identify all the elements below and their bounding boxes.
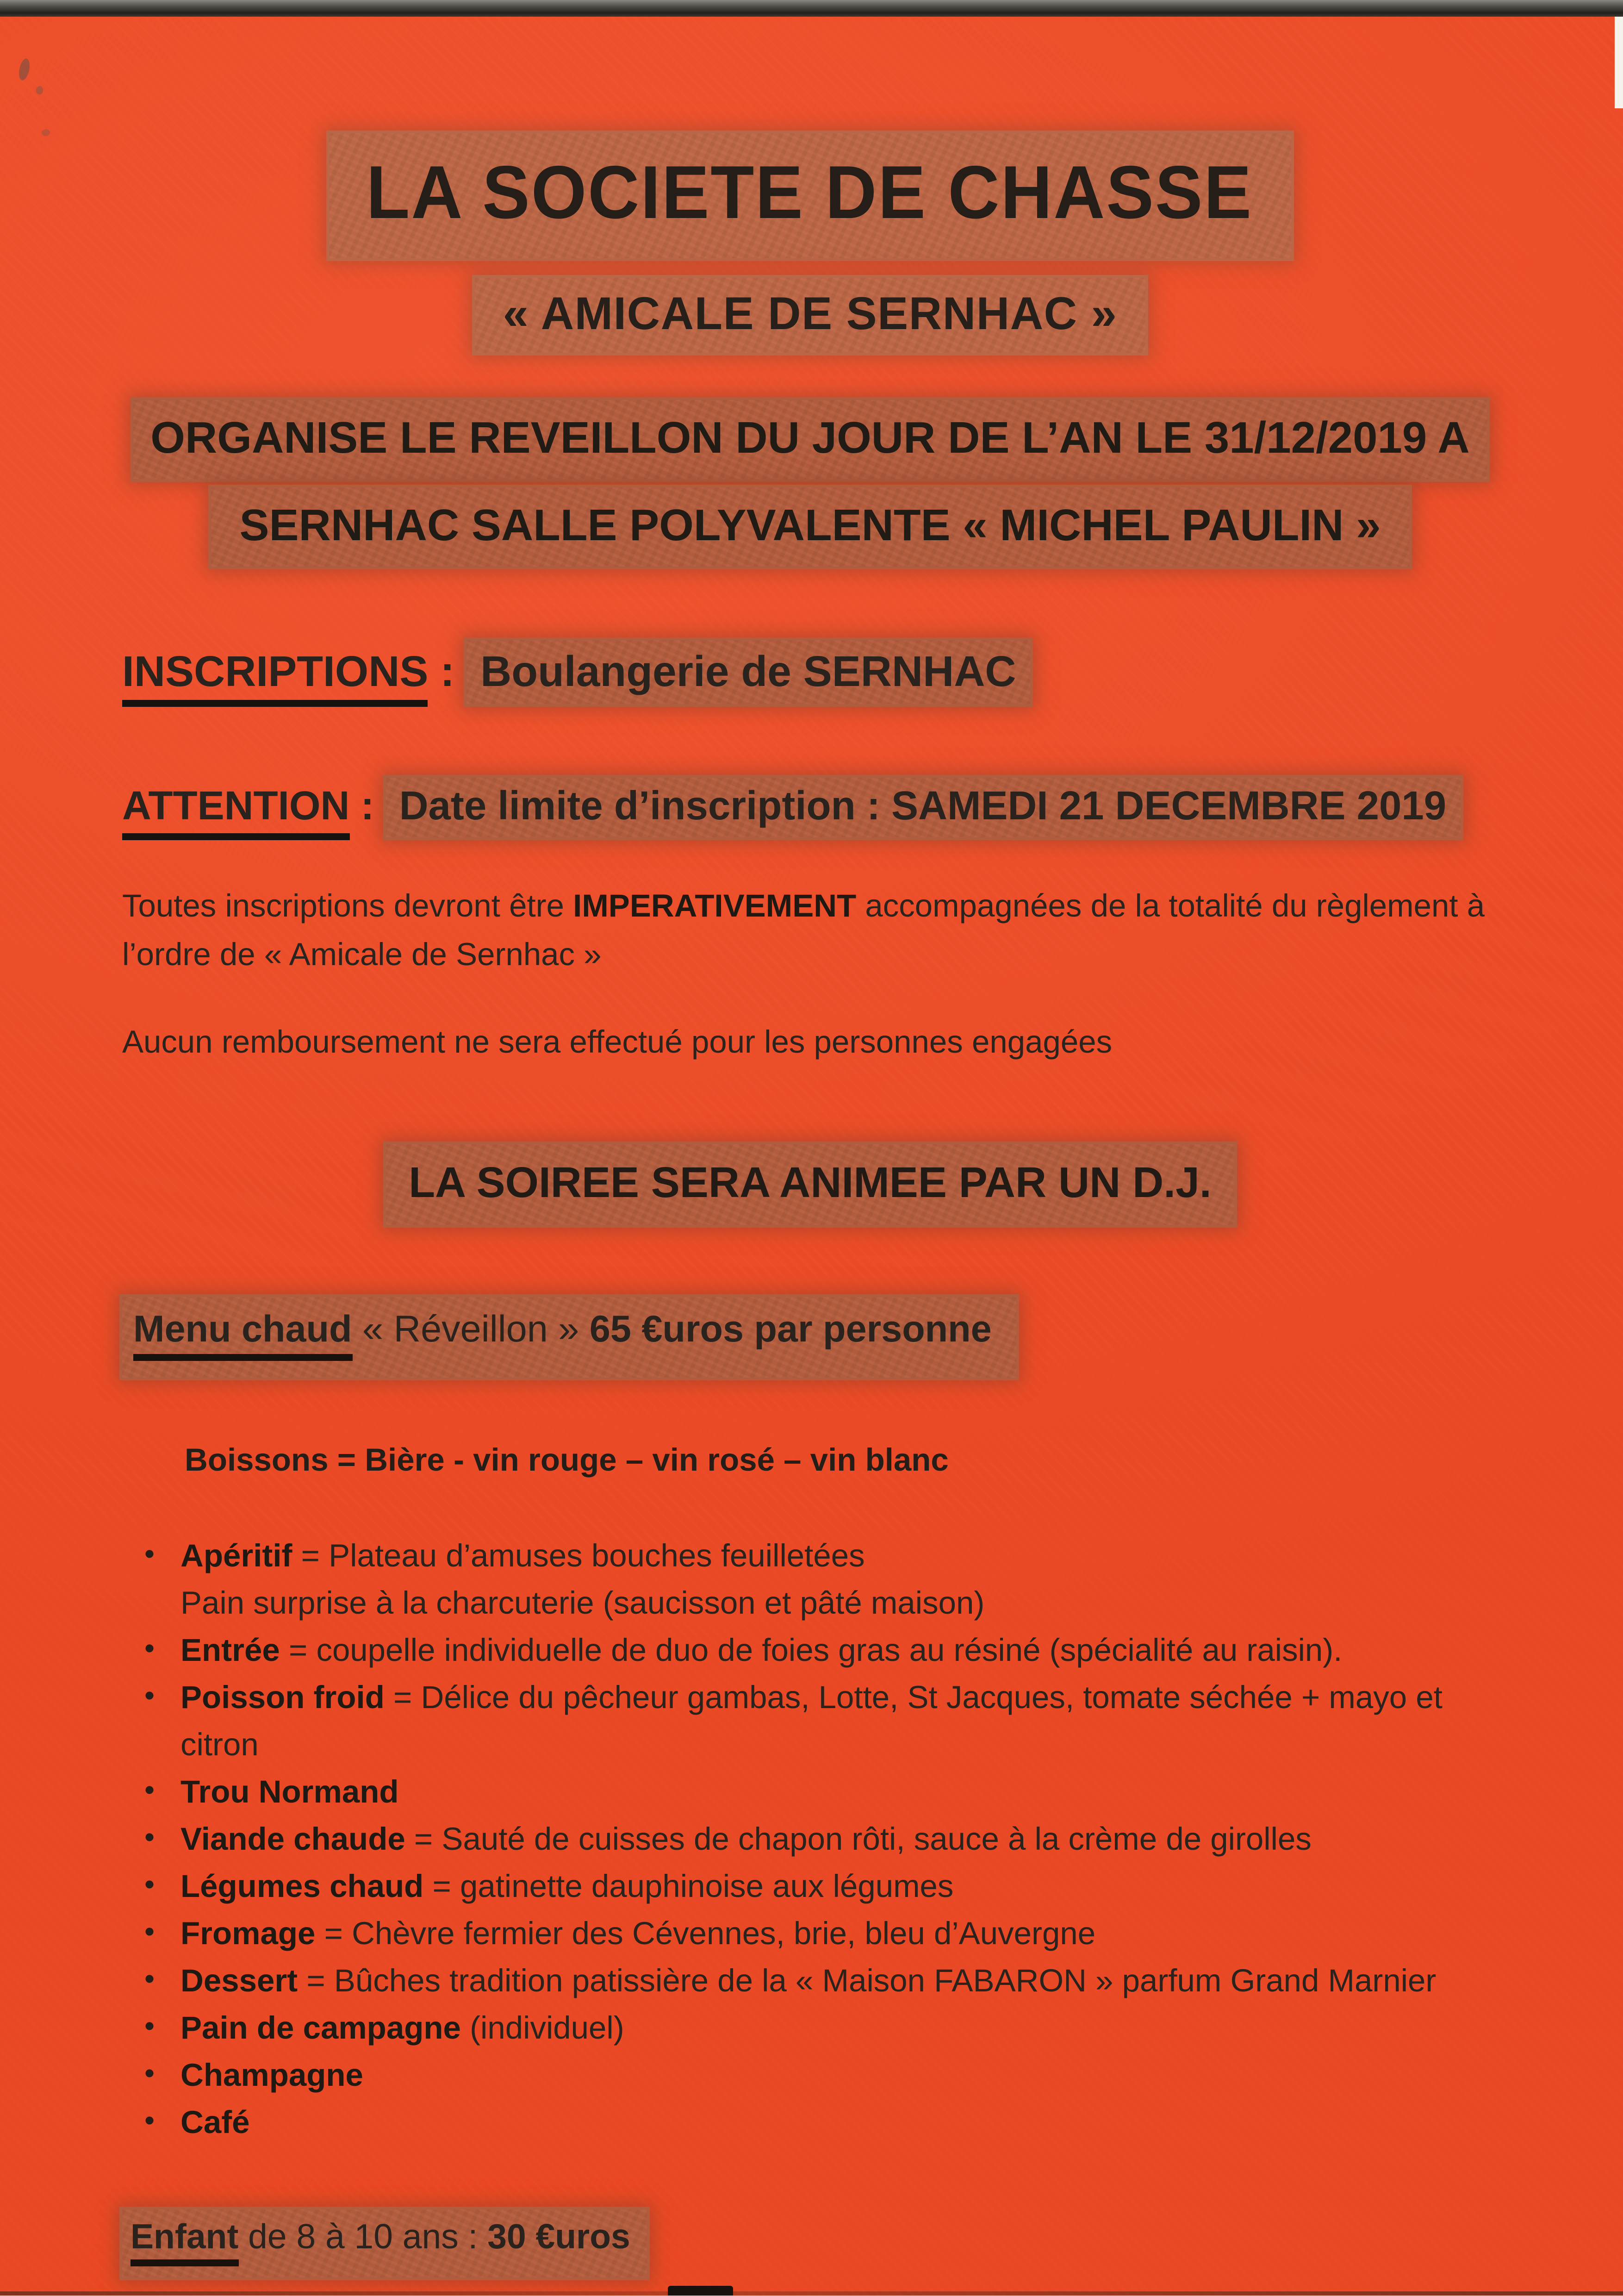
- menu-item-label: Entrée: [180, 1632, 280, 1668]
- menu-item-extra: Pain surprise à la charcuterie (saucisson et pâté maison): [180, 1585, 985, 1621]
- menu-item-desc: Chèvre fermier des Cévennes, brie, bleu d’Auvergne: [352, 1915, 1096, 1951]
- child-price-mid: de 8 à 10 ans :: [238, 2218, 488, 2257]
- bullet-icon: •: [144, 1680, 155, 1712]
- menu-item-cafe: [144, 2098, 1498, 2146]
- attention-line: [122, 785, 1498, 840]
- menu-item-desc: (individuel): [470, 2009, 624, 2046]
- bullet-icon: •: [144, 1775, 155, 1807]
- menu-item-desc: Bûches tradition patissière de la « Maison FABARON » parfum Grand Marnier: [334, 1962, 1436, 1998]
- menu-item-label: Poisson froid: [180, 1679, 385, 1715]
- page-title: LA SOCIETE DE CHASSE: [367, 151, 1254, 235]
- menu-item-text: [180, 2098, 1498, 2146]
- menu-list: [122, 1532, 1498, 2146]
- menu-item-text: [180, 1768, 1498, 1815]
- menu-item-desc: Sauté de cuisses de chapon rôti, sauce à la crème de girolles: [442, 1821, 1312, 1857]
- menu-item-text: [180, 1909, 1498, 1957]
- menu-heading-label: Menu chaud: [133, 1308, 352, 1361]
- drinks-value: Bière - vin rouge – vin rosé – vin blanc: [365, 1441, 949, 1478]
- bullet-icon: •: [144, 1633, 155, 1665]
- menu-item-text: [180, 1815, 1498, 1862]
- menu-item-pain-de-campagne: [144, 2004, 1498, 2051]
- bullet-icon: •: [144, 1964, 155, 1996]
- bullet-icon: •: [144, 2058, 155, 2090]
- menu-item-label: Champagne: [180, 2057, 363, 2093]
- menu-item-label: Café: [180, 2104, 250, 2140]
- menu-item-fromage: [144, 1909, 1498, 1957]
- inscriptions-label: INSCRIPTIONS: [122, 647, 428, 707]
- menu-item-sep: [461, 2009, 470, 2046]
- menu-item-label: Viande chaude: [180, 1821, 405, 1857]
- drinks-line: [185, 1441, 1498, 1479]
- menu-item-text: [180, 2051, 1498, 2098]
- menu-item-sep: =: [384, 1679, 421, 1715]
- menu-item-sep: =: [280, 1632, 317, 1668]
- menu-item-text: [180, 1862, 1498, 1909]
- menu-item-sep: =: [423, 1868, 460, 1904]
- menu-item-text: [180, 1532, 1498, 1626]
- paper-smudge: [17, 57, 31, 81]
- menu-item-label: Dessert: [180, 1962, 298, 1998]
- attention-label: ATTENTION: [122, 785, 349, 840]
- menu-item-poisson-froid: [144, 1673, 1498, 1768]
- attention-value: Date limite d’inscription : SAMEDI 21 DECEMBRE 2019: [386, 778, 1461, 837]
- menu-item-text: [180, 1626, 1498, 1673]
- inscriptions-separator: :: [428, 647, 467, 696]
- menu-item-champagne: [144, 2051, 1498, 2098]
- menu-heading-price: 65 €uros par personne: [589, 1308, 992, 1350]
- club-name: « AMICALE DE SERNHAC »: [503, 287, 1118, 339]
- event-line-1: ORGANISE LE REVEILLON DU JOUR DE L’AN LE 31/12/2019 A: [150, 412, 1470, 462]
- event-line-1-banner: [134, 400, 1486, 479]
- menu-item-aperitif: [144, 1532, 1498, 1626]
- terms-text-before: Toutes inscriptions devront être: [122, 887, 573, 923]
- menu-item-text: [180, 1673, 1498, 1768]
- menu-item-label: Pain de campagne: [180, 2009, 461, 2046]
- inscriptions-value: Boulangerie de SERNHAC: [466, 640, 1030, 704]
- menu-item-entree: [144, 1626, 1498, 1673]
- menu-item-viande-chaude: [144, 1815, 1498, 1862]
- dj-banner-text: LA SOIREE SERA ANIMEE PAR UN D.J.: [409, 1158, 1212, 1207]
- menu-heading-banner: [122, 1297, 1017, 1378]
- flyer-content: [0, 133, 1623, 2277]
- menu-item-trou-normand: [144, 1768, 1498, 1815]
- menu-item-label: Trou Normand: [180, 1773, 399, 1809]
- menu-item-label: Fromage: [180, 1915, 316, 1951]
- bullet-icon: •: [144, 1869, 155, 1901]
- child-price-banner: [122, 2209, 647, 2277]
- terms-paragraph: [122, 882, 1494, 979]
- menu-item-sep: =: [405, 1821, 442, 1857]
- bullet-icon: •: [144, 2011, 155, 2043]
- bullet-icon: •: [144, 1539, 155, 1571]
- child-price-label: Enfant: [131, 2218, 238, 2266]
- menu-item-text: [180, 2004, 1498, 2051]
- menu-item-desc: coupelle individuelle de duo de foies gras au résiné (spécialité au raisin).: [316, 1632, 1343, 1668]
- scanner-edge-bottom-mark: [668, 2286, 733, 2296]
- menu-item-sep: =: [298, 1962, 334, 1998]
- bullet-icon: •: [144, 2105, 155, 2137]
- menu-item-text: [180, 1957, 1498, 2004]
- child-price-value: 30 €uros: [487, 2218, 630, 2257]
- menu-item-sep: =: [315, 1915, 352, 1951]
- bullet-icon: •: [144, 1916, 155, 1948]
- menu-item-legumes-chaud: [144, 1862, 1498, 1909]
- menu-item-desc: gatinette dauphinoise aux légumes: [460, 1868, 954, 1904]
- menu-item-label: Apéritif: [180, 1537, 292, 1573]
- scanner-edge-gap-top-right: [1615, 17, 1623, 108]
- event-line-2-banner: [211, 487, 1408, 567]
- title-banner: [330, 133, 1290, 258]
- menu-item-desc: Plateau d’amuses bouches feuilletées: [329, 1537, 865, 1573]
- no-refund-line: Aucun remboursement ne sera effectué pour les personnes engagées: [122, 1023, 1113, 1060]
- menu-item-label: Légumes chaud: [180, 1868, 424, 1904]
- event-line-2: SERNHAC SALLE POLYVALENTE « MICHEL PAULIN »: [239, 500, 1381, 550]
- bullet-icon: •: [144, 1822, 155, 1854]
- menu-item-dessert: [144, 1957, 1498, 2004]
- menu-item-desc: Délice du pêcheur gambas, Lotte, St Jacques, tomate séchée + mayo et citron: [180, 1679, 1443, 1762]
- menu-heading-reveillon: « Réveillon »: [352, 1308, 590, 1350]
- terms-text-after: accompagnées de la totalité du règlement à l’ordre de « Amicale de Sernhac »: [122, 887, 1485, 972]
- attention-separator: :: [349, 785, 386, 829]
- drinks-label: Boissons =: [185, 1441, 365, 1478]
- inscriptions-line: [122, 647, 1498, 707]
- paper-smudge: [36, 86, 43, 94]
- scanner-edge-top: [0, 0, 1623, 17]
- menu-item-sep: =: [292, 1537, 329, 1573]
- dj-banner: [386, 1144, 1234, 1225]
- subtitle-banner: [475, 278, 1145, 353]
- scanner-edge-bottom: [0, 2291, 1623, 2296]
- terms-imperativement: IMPERATIVEMENT: [573, 887, 857, 923]
